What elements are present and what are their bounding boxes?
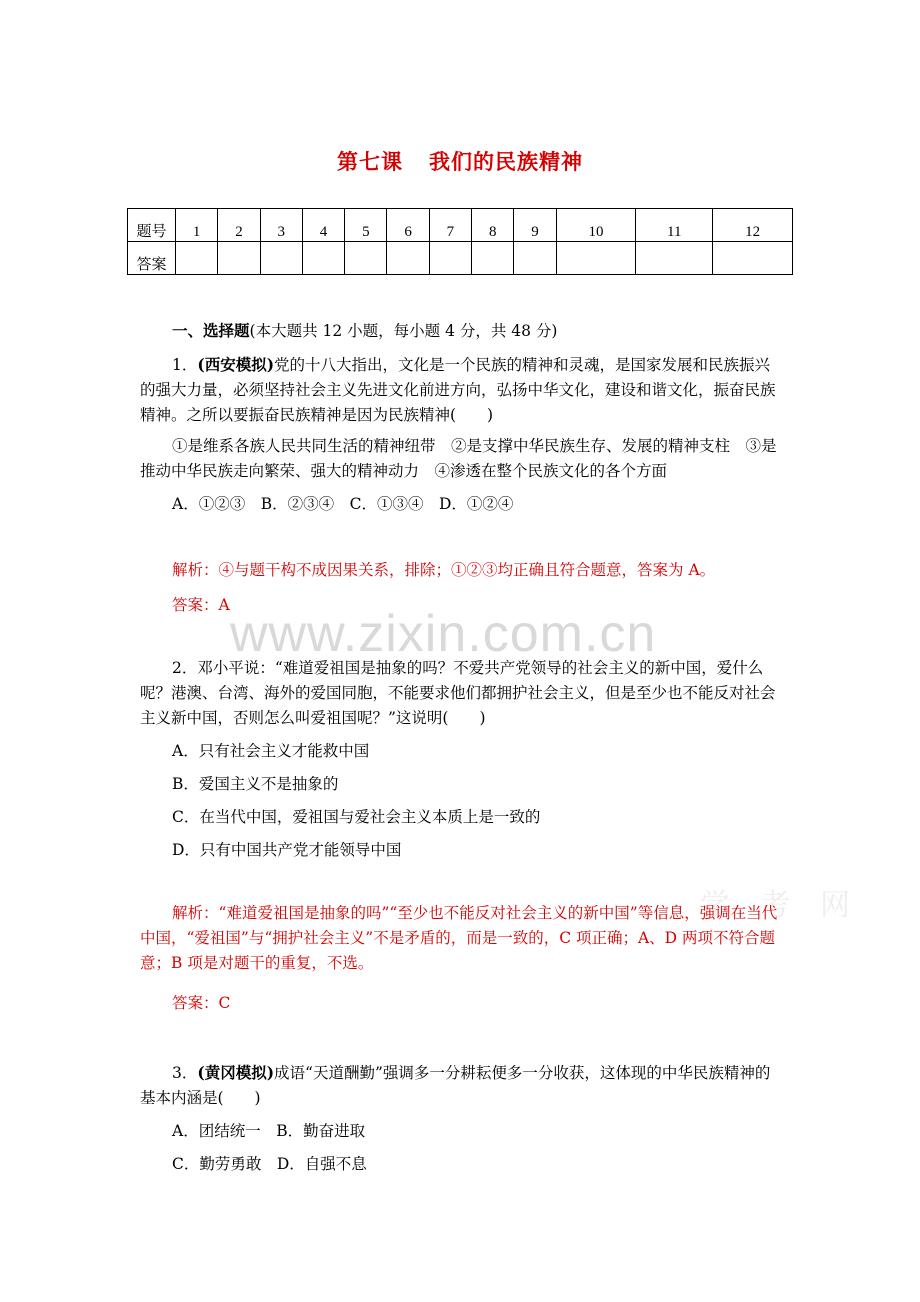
table-cell: 9 <box>514 209 556 242</box>
table-row-answers <box>128 242 793 275</box>
answer-cell[interactable] <box>636 242 713 275</box>
analysis-text: “难道爱祖国是抽象的吗”“至少也不能反对社会主义的新中国”等信息，强调在当代中国，“爱祖国”与“拥护社会主义”不是矛盾的，而是一致的，C 项正确；A、D 两项不符合题意；B 项是对题干的重复，不选。 <box>140 904 778 972</box>
answer-cell[interactable] <box>713 242 793 275</box>
question-1-options: A．①②③ B．②③④ C．①③④ D．①②④ <box>172 495 514 513</box>
answer-cell[interactable] <box>345 242 387 275</box>
question-3 <box>140 1060 780 1177</box>
question-text: 党的十八大指出，文化是一个民族的精神和灵魂，是国家发展和民族振兴的强大力量，必须坚持社会主义先进文化前进方向，弘扬中华文化，建设和谐文化，振奋民族精神。之所以要振奋民族精神是因为民族精神( ) <box>140 356 776 424</box>
question-1 <box>140 352 780 517</box>
question-3-options-cd: C．勤劳勇敢 D．自强不息 <box>172 1155 367 1173</box>
answer-cell[interactable] <box>260 242 302 275</box>
answer-label: 答案： <box>172 994 219 1012</box>
table-cell: 4 <box>302 209 344 242</box>
answer-cell[interactable] <box>429 242 471 275</box>
question-text: 邓小平说：“难道爱祖国是抽象的吗？不爱共产党领导的社会主义的新中国，爱什么呢？港澳、台湾、海外的爱国同胞，不能要求他们都拥护社会主义，但是至少也不能反对社会主义新中国，否则怎么叫爱祖国呢？”这说明( ) <box>140 659 776 727</box>
answer-value: C <box>218 994 231 1012</box>
answer-table <box>127 208 793 275</box>
table-cell: 10 <box>556 209 636 242</box>
row-label-answer: 答案 <box>128 242 176 275</box>
answer-cell[interactable] <box>218 242 260 275</box>
question-1-stem <box>140 352 780 428</box>
table-cell: 12 <box>713 209 793 242</box>
question-2-analysis <box>140 901 780 976</box>
question-number: 3． <box>172 1064 198 1082</box>
answer-value: A <box>218 596 230 614</box>
question-source: (黄冈模拟) <box>197 1063 275 1082</box>
answer-cell[interactable] <box>514 242 556 275</box>
answer-cell[interactable] <box>472 242 514 275</box>
analysis-text: ④与题干构不成因果关系，排除；①②③均正确且符合题意，答案为 A。 <box>218 561 716 579</box>
question-2-answer <box>140 991 780 1016</box>
option-c: C．在当代中国，爱祖国与爱社会主义本质上是一致的 <box>172 808 541 826</box>
section-heading-note: (本大题共 12 小题，每小题 4 分，共 48 分) <box>249 322 558 340</box>
table-cell: 8 <box>472 209 514 242</box>
question-1-analysis <box>140 558 780 583</box>
answer-cell[interactable] <box>387 242 429 275</box>
row-label-number: 题号 <box>128 209 176 242</box>
answer-label: 答案： <box>172 596 219 614</box>
option-b: B．爱国主义不是抽象的 <box>172 775 339 793</box>
page-title <box>0 146 920 176</box>
watermark-faint: 学 考 网 <box>700 888 850 923</box>
section-heading-label: 一、选择题 <box>172 321 250 340</box>
section-heading <box>140 318 780 344</box>
table-cell: 11 <box>636 209 713 242</box>
question-1-statements: ①是维系各族人民共同生活的精神纽带 ②是支撑中华民族生存、发展的精神支柱 ③是推动中华民族走向繁荣、强大的精神动力 ④渗透在整个民族文化的各个方面 <box>140 437 777 480</box>
question-number: 1． <box>172 356 198 374</box>
question-2-stem <box>140 656 780 731</box>
question-3-stem <box>140 1060 780 1111</box>
question-number: 2． <box>172 659 198 677</box>
answer-cell[interactable] <box>556 242 636 275</box>
answer-cell[interactable] <box>302 242 344 275</box>
table-cell: 3 <box>260 209 302 242</box>
answer-cell[interactable] <box>176 242 218 275</box>
option-d: D．只有中国共产党才能领导中国 <box>172 841 402 859</box>
watermark: www.zixin.com.cn <box>230 605 657 663</box>
question-text: 成语“天道酬勤”强调多一分耕耘便多一分收获，这体现的中华民族精神的基本内涵是( ) <box>140 1064 771 1107</box>
table-cell: 7 <box>429 209 471 242</box>
table-cell: 6 <box>387 209 429 242</box>
table-cell: 2 <box>218 209 260 242</box>
option-a: A．只有社会主义才能救中国 <box>172 742 370 760</box>
title-topic: 我们的民族精神 <box>429 149 583 174</box>
table-cell: 5 <box>345 209 387 242</box>
analysis-label: 解析： <box>172 561 219 579</box>
question-2 <box>140 656 780 863</box>
title-lesson: 第七课 <box>337 149 403 174</box>
question-3-options-ab: A．团结统一 B．勤奋进取 <box>172 1122 366 1140</box>
question-source: (西安模拟) <box>197 355 275 374</box>
table-row-numbers <box>128 209 793 242</box>
analysis-label: 解析： <box>172 904 219 922</box>
table-cell: 1 <box>176 209 218 242</box>
